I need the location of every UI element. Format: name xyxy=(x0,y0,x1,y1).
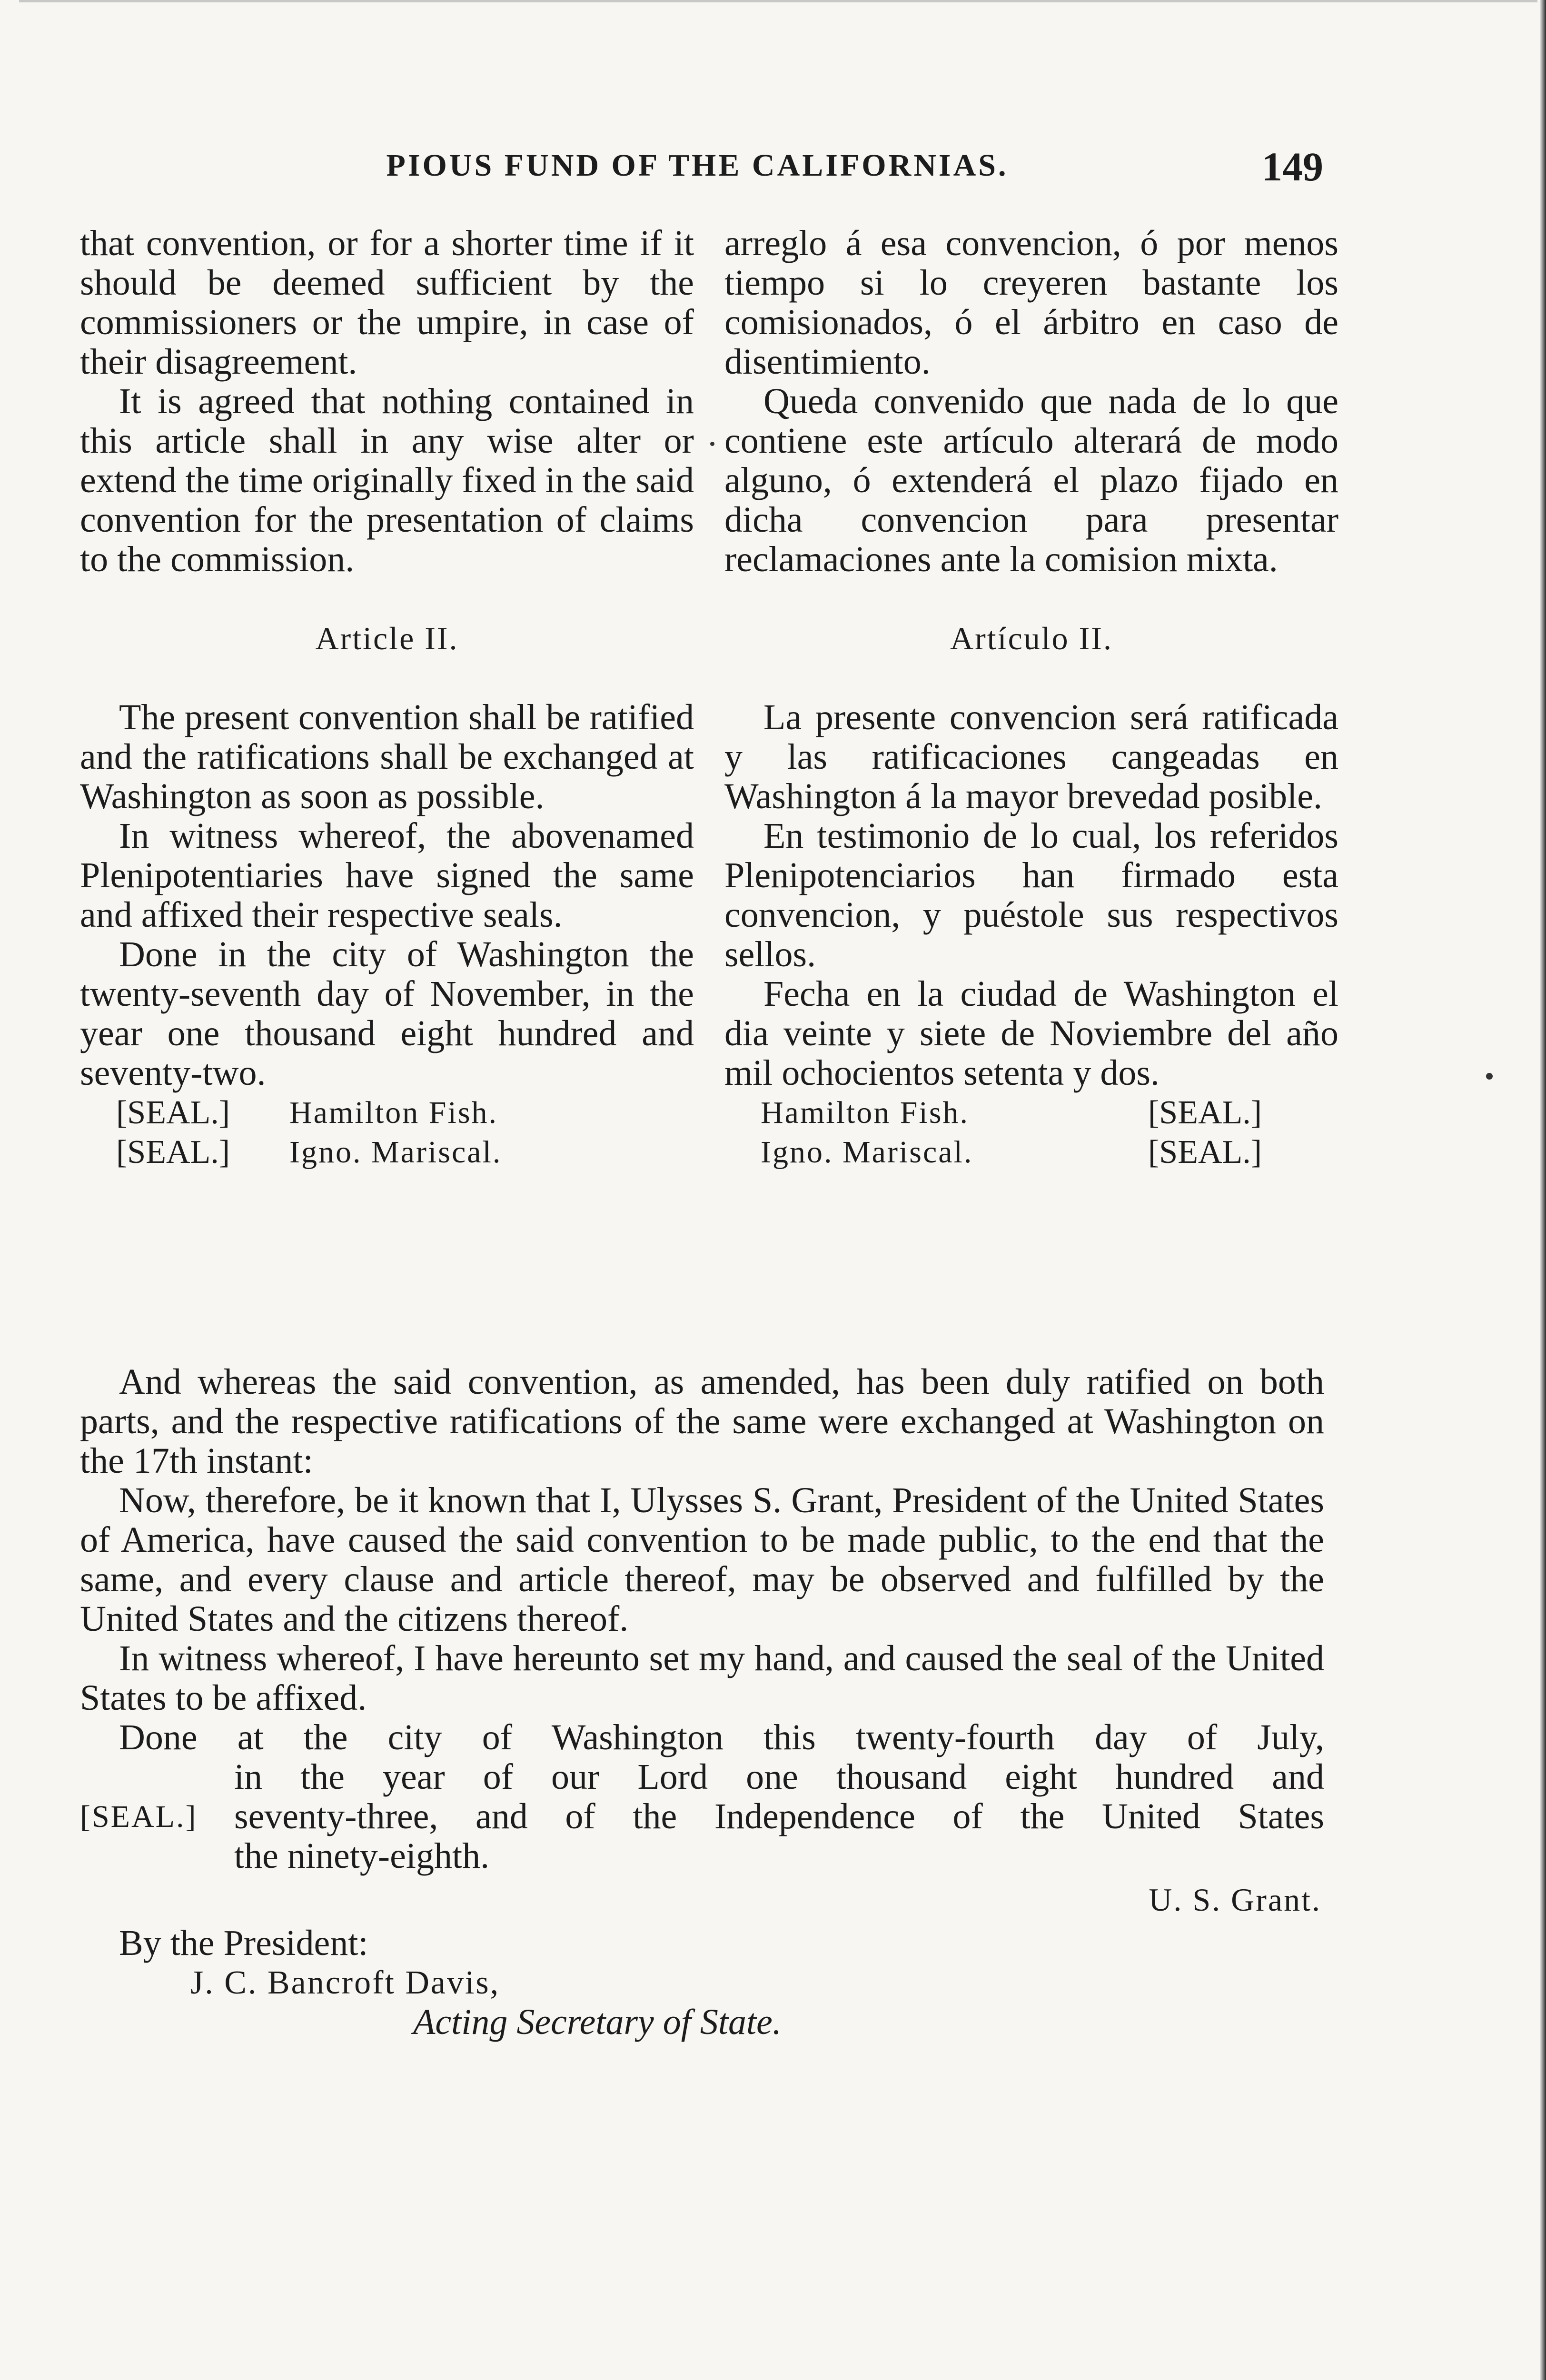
by-the-president: By the President: xyxy=(119,1923,368,1963)
spanish-paragraph: Queda convenido que nada de lo que contiene este artículo alterará de modo alguno, ó extenderá el plazo fijado en dicha convencion para presentar reclamaciones ante la comision mixta. xyxy=(724,381,1338,579)
page-right-edge-shadow xyxy=(1540,0,1546,2380)
english-paragraph-continuation: that convention, or for a shorter time if it should be deemed sufficient by the commissioners or the umpire, in case of their disagreement. xyxy=(80,223,694,382)
english-paragraph: The present convention shall be ratified and the ratifications shall be exchanged at Washington as soon as possible. xyxy=(80,697,694,816)
attestation-line: in the year of our Lord one thousand eight hundred and xyxy=(234,1757,1324,1797)
english-article-heading: Article II. xyxy=(315,620,459,656)
page-number: 149 xyxy=(1262,144,1323,189)
attestation-line: the ninety-eighth. xyxy=(234,1836,490,1876)
spanish-signature-row xyxy=(724,1093,1338,1132)
english-signature-row xyxy=(80,1093,694,1132)
spanish-paragraph: En testimonio de lo cual, los referidos Plenipotenciarios han firmado esta convencion, y puéstole sus respectivos sellos. xyxy=(724,816,1338,974)
running-head xyxy=(71,143,1323,200)
signatory-name: Igno. Mariscal. xyxy=(761,1135,973,1170)
running-head-title: PIOUS FUND OF THE CALIFORNIAS. xyxy=(386,148,1009,183)
english-paragraph: It is agreed that nothing contained in this article shall in any wise alter or extend the time originally fixed in the said convention for the presentation of claims to the commission. xyxy=(80,381,694,579)
proclamation-body xyxy=(80,1362,1324,2042)
spanish-signature-row xyxy=(724,1132,1338,1172)
signatory-name: Hamilton Fish. xyxy=(761,1095,970,1130)
english-paragraph: Done in the city of Washington the twenty-seventh day of November, in the year one thousand eight hundred and seventy-two. xyxy=(80,934,694,1093)
attestation-line: seventy-three, and of the Independence of the United States xyxy=(234,1796,1324,1836)
countersigner-title: Acting Secretary of State. xyxy=(413,2002,782,2042)
attestation-line: Done at the city of Washington this twenty-fourth day of July, xyxy=(119,1717,1324,1757)
president-signature: U. S. Grant. xyxy=(1149,1882,1321,1918)
page-top-edge xyxy=(19,0,1537,2)
signatory-name: Igno. Mariscal. xyxy=(289,1135,502,1170)
seal-mark: [SEAL.] xyxy=(116,1134,230,1170)
ink-speck xyxy=(710,442,714,446)
english-column xyxy=(80,224,694,1172)
spanish-column xyxy=(724,224,1338,1172)
signatory-name: Hamilton Fish. xyxy=(289,1095,498,1130)
spanish-paragraph: La presente convencion será ratificada y las ratificaciones cangeadas en Washington á la mayor brevedad posible. xyxy=(724,697,1338,816)
english-paragraph: In witness whereof, the abovenamed Plenipotentiaries have signed the same and affixed their respective seals. xyxy=(80,816,694,935)
seal-mark: [SEAL.] xyxy=(80,1799,198,1834)
spanish-paragraph-continuation: arreglo á esa convencion, ó por menos tiempo si lo creyeren bastante los comisionados, ó el árbitro en caso de disentimiento. xyxy=(724,223,1338,382)
proclamation-paragraph: In witness whereof, I have hereunto set my hand, and caused the seal of the United States to be affixed. xyxy=(80,1638,1324,1718)
seal-mark: [SEAL.] xyxy=(116,1094,230,1131)
spanish-article-heading: Artículo II. xyxy=(950,620,1113,656)
seal-mark: [SEAL.] xyxy=(1148,1134,1262,1170)
proclamation-paragraph: And whereas the said convention, as amended, has been duly ratified on both parts, and the respective ratifications of the same were exchanged at Washington on the 17th instant: xyxy=(80,1362,1324,1481)
countersigner-name: J. C. Bancroft Davis, xyxy=(190,1964,500,2001)
ink-speck xyxy=(1486,1073,1493,1080)
spanish-paragraph: Fecha en la ciudad de Washington el dia veinte y siete de Noviembre del año mil ochocientos setenta y dos. xyxy=(724,974,1338,1093)
attestation-block xyxy=(80,1718,1324,1876)
proclamation-paragraph: Now, therefore, be it known that I, Ulysses S. Grant, President of the United States of America, have caused the said convention to be made public, to the end that the same, and every clause and article thereof, may be observed and fulfilled by the United States and the citizens thereof. xyxy=(80,1480,1324,1639)
english-signature-row xyxy=(80,1132,694,1172)
seal-mark: [SEAL.] xyxy=(1148,1094,1262,1131)
